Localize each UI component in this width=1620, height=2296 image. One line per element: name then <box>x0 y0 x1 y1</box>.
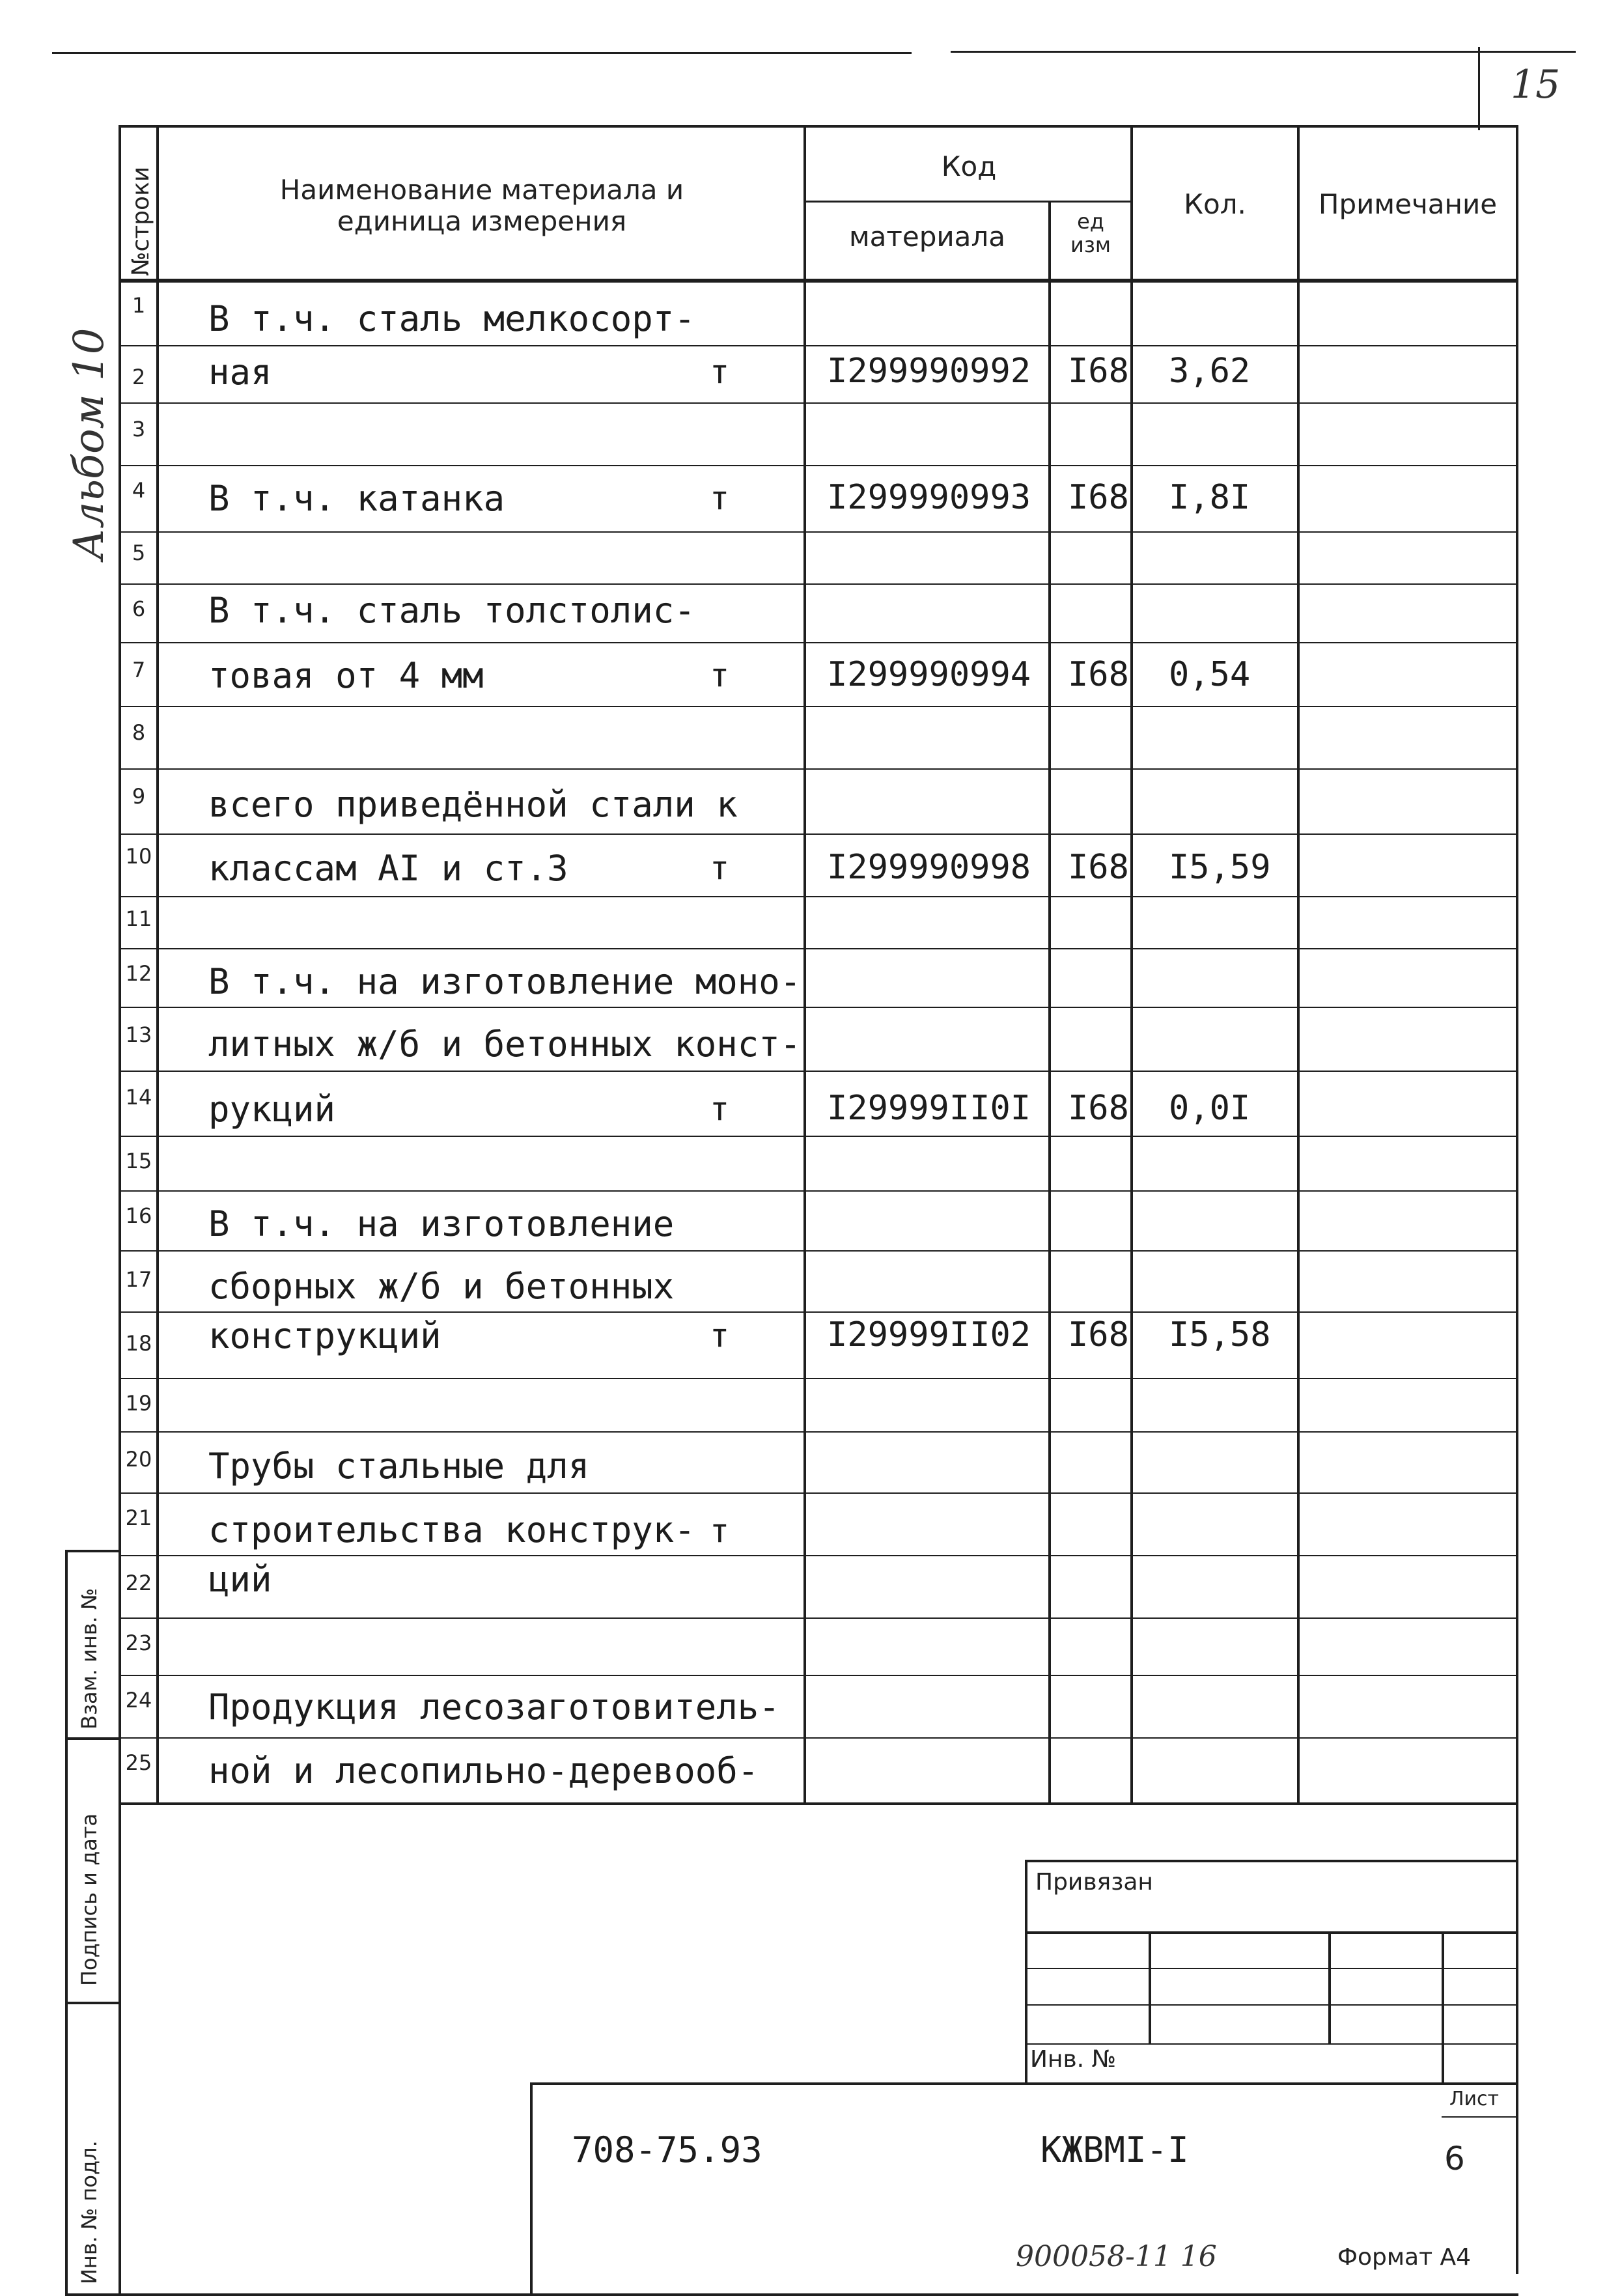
doc-mark: КЖВМI-I <box>1040 2129 1189 2170</box>
material-code: I299990994 <box>827 655 1031 694</box>
quantity: 0,54 <box>1169 655 1251 694</box>
unit-code: I68 <box>1068 1089 1129 1128</box>
row-number: 17 <box>125 1267 152 1292</box>
handwritten-code: 900058-11 16 <box>1016 2240 1217 2273</box>
privyazan-line4 <box>1025 2043 1518 2045</box>
privyazan-left <box>1025 1860 1027 2084</box>
material-name: всего приведённой стали к <box>208 784 738 825</box>
unit-label: т <box>710 479 730 517</box>
side-stamp-bottom <box>65 2293 1518 2296</box>
row-number: 3 <box>132 417 146 441</box>
row-line <box>119 948 1518 949</box>
title-block-left <box>530 2082 533 2296</box>
unit-code: I68 <box>1068 1315 1129 1354</box>
privyazan-col1 <box>1149 1931 1151 2043</box>
privyazan-line1 <box>1025 1931 1518 1934</box>
material-name: рукций <box>208 1089 336 1130</box>
quantity: I5,58 <box>1169 1315 1271 1354</box>
quantity: 0,0I <box>1169 1089 1251 1128</box>
row-line <box>119 1190 1518 1192</box>
material-code: I29999II02 <box>827 1315 1031 1354</box>
row-line <box>119 706 1518 707</box>
privyazan-col2 <box>1328 1931 1331 2043</box>
row-line <box>119 768 1518 770</box>
header-note: Примечание <box>1318 188 1498 220</box>
unit-label: т <box>710 1317 730 1354</box>
row-number: 20 <box>125 1447 152 1472</box>
row-number: 8 <box>132 720 146 745</box>
material-name: ций <box>208 1559 272 1600</box>
row-number: 13 <box>125 1022 152 1047</box>
unit-code: I68 <box>1068 478 1129 517</box>
row-line <box>119 833 1518 835</box>
page-number-box-edge <box>1478 47 1480 130</box>
name-sep <box>803 125 806 1805</box>
material-code: I299990993 <box>827 478 1031 517</box>
side-stamp-top <box>65 1550 119 1552</box>
unit-label: т <box>710 1512 730 1550</box>
row-number: 11 <box>125 906 152 931</box>
row-line <box>119 1431 1518 1433</box>
row-line <box>119 1737 1518 1739</box>
privyazan-top <box>1025 1860 1518 1862</box>
row-line <box>119 642 1518 643</box>
row-line <box>119 1378 1518 1379</box>
row-number: 24 <box>125 1688 152 1713</box>
material-code: I299990998 <box>827 848 1031 887</box>
privyazan-line3 <box>1025 2004 1518 2006</box>
side-stamp-left <box>65 1550 68 2296</box>
material-name: литных ж/б и бетонных конст- <box>208 1024 802 1065</box>
material-name: конструкций <box>208 1315 441 1356</box>
header-qty: Кол. <box>1184 188 1246 220</box>
unit-label: т <box>710 656 730 694</box>
side-label-podpis: Подпись и дата <box>77 1813 102 1986</box>
row-line <box>119 1555 1518 1556</box>
table-bottom <box>119 1802 1518 1805</box>
frame-right <box>1516 125 1518 2274</box>
material-name: ная <box>208 352 272 393</box>
row-number: 4 <box>132 478 146 503</box>
top-rule-right <box>951 51 1576 53</box>
qty-sep <box>1297 125 1300 1805</box>
row-line <box>119 1492 1518 1494</box>
page-number: 15 <box>1511 62 1561 107</box>
doc-code: 708-75.93 <box>572 2129 762 2170</box>
row-number: 1 <box>132 293 146 318</box>
material-name: ной и лесопильно-деревооб- <box>208 1750 759 1791</box>
side-label-vzam: Взам. инв. № <box>77 1588 102 1729</box>
header-row-no: №строки <box>128 166 154 276</box>
top-rule <box>52 52 912 54</box>
material-name: В т.ч. сталь толстолис- <box>208 590 695 631</box>
material-name: строительства конструк- <box>208 1509 695 1550</box>
header-unit-code: ед изм <box>1070 209 1111 257</box>
header-code: Код <box>941 150 997 182</box>
side-stamp-div2 <box>65 2002 119 2004</box>
row-number: 21 <box>125 1505 152 1530</box>
unit-code: I68 <box>1068 352 1129 391</box>
row-number: 9 <box>132 784 146 809</box>
unit-code: I68 <box>1068 848 1129 887</box>
row-number: 14 <box>125 1085 152 1110</box>
material-code: I299990992 <box>827 352 1031 391</box>
sheet-label-line <box>1442 2116 1518 2118</box>
material-name: В т.ч. на изготовление <box>208 1203 675 1244</box>
row-line <box>119 1007 1518 1008</box>
inv-no-label: Инв. № <box>1030 2046 1117 2073</box>
material-name: классам AI и ст.3 <box>208 848 568 889</box>
row-number: 2 <box>132 365 146 389</box>
material-name: товая от 4 мм <box>208 655 484 696</box>
sheet-number: 6 <box>1444 2140 1465 2177</box>
privyazan-col3 <box>1442 1931 1444 2084</box>
side-stamp-div1 <box>65 1737 119 1740</box>
title-block-top <box>530 2082 1518 2085</box>
material-name: Продукция лесозаготовитель- <box>208 1687 780 1728</box>
row-line <box>119 1311 1518 1313</box>
table-top <box>119 125 1518 128</box>
row-line <box>119 1071 1518 1072</box>
unit-label: т <box>710 353 730 391</box>
header-material-code: материала <box>848 221 1005 253</box>
rownum-sep <box>156 125 159 1805</box>
format-label: Формат А4 <box>1337 2244 1472 2271</box>
row-number: 16 <box>125 1203 152 1228</box>
ed-sep <box>1130 125 1133 1805</box>
material-name: В т.ч. сталь мелкосорт- <box>208 298 695 339</box>
row-number: 6 <box>132 596 146 621</box>
quantity: I5,59 <box>1169 848 1271 887</box>
row-line <box>119 402 1518 404</box>
privyazan-line2 <box>1025 1968 1518 1969</box>
header-name: Наименование материала и единица измерения <box>279 174 684 237</box>
unit-label: т <box>710 849 730 887</box>
code-sep <box>1048 201 1051 1805</box>
row-number: 15 <box>125 1149 152 1173</box>
material-code: I29999II0I <box>827 1089 1031 1128</box>
sheet-label: Лист <box>1449 2088 1500 2110</box>
row-line <box>119 531 1518 533</box>
unit-label: т <box>710 1090 730 1128</box>
row-line <box>119 1136 1518 1137</box>
code-split <box>806 201 1132 203</box>
row-number: 7 <box>132 658 146 682</box>
row-number: 10 <box>125 844 152 869</box>
unit-code: I68 <box>1068 655 1129 694</box>
album-note: Альбом 10 <box>65 328 113 560</box>
row-number: 18 <box>125 1331 152 1356</box>
quantity: 3,62 <box>1169 352 1251 391</box>
row-number: 19 <box>125 1391 152 1416</box>
header-bottom <box>119 279 1518 283</box>
row-line <box>119 465 1518 466</box>
row-number: 23 <box>125 1631 152 1655</box>
row-number: 22 <box>125 1571 152 1595</box>
material-name: Трубы стальные для <box>208 1446 590 1487</box>
row-line <box>119 583 1518 585</box>
row-line <box>119 896 1518 897</box>
row-number: 25 <box>125 1750 152 1775</box>
row-line <box>119 1675 1518 1676</box>
quantity: I,8I <box>1169 478 1251 517</box>
row-number: 5 <box>132 540 146 565</box>
row-line <box>119 1250 1518 1252</box>
material-name: В т.ч. катанка <box>208 478 505 519</box>
row-number: 12 <box>125 961 152 986</box>
side-label-inv-podl: Инв. № подл. <box>77 2140 102 2284</box>
material-name: В т.ч. на изготовление моно- <box>208 961 802 1002</box>
material-name: сборных ж/б и бетонных <box>208 1266 675 1307</box>
row-line <box>119 1617 1518 1619</box>
privyazan-label: Привязан <box>1035 1869 1153 1896</box>
row-line <box>119 345 1518 346</box>
